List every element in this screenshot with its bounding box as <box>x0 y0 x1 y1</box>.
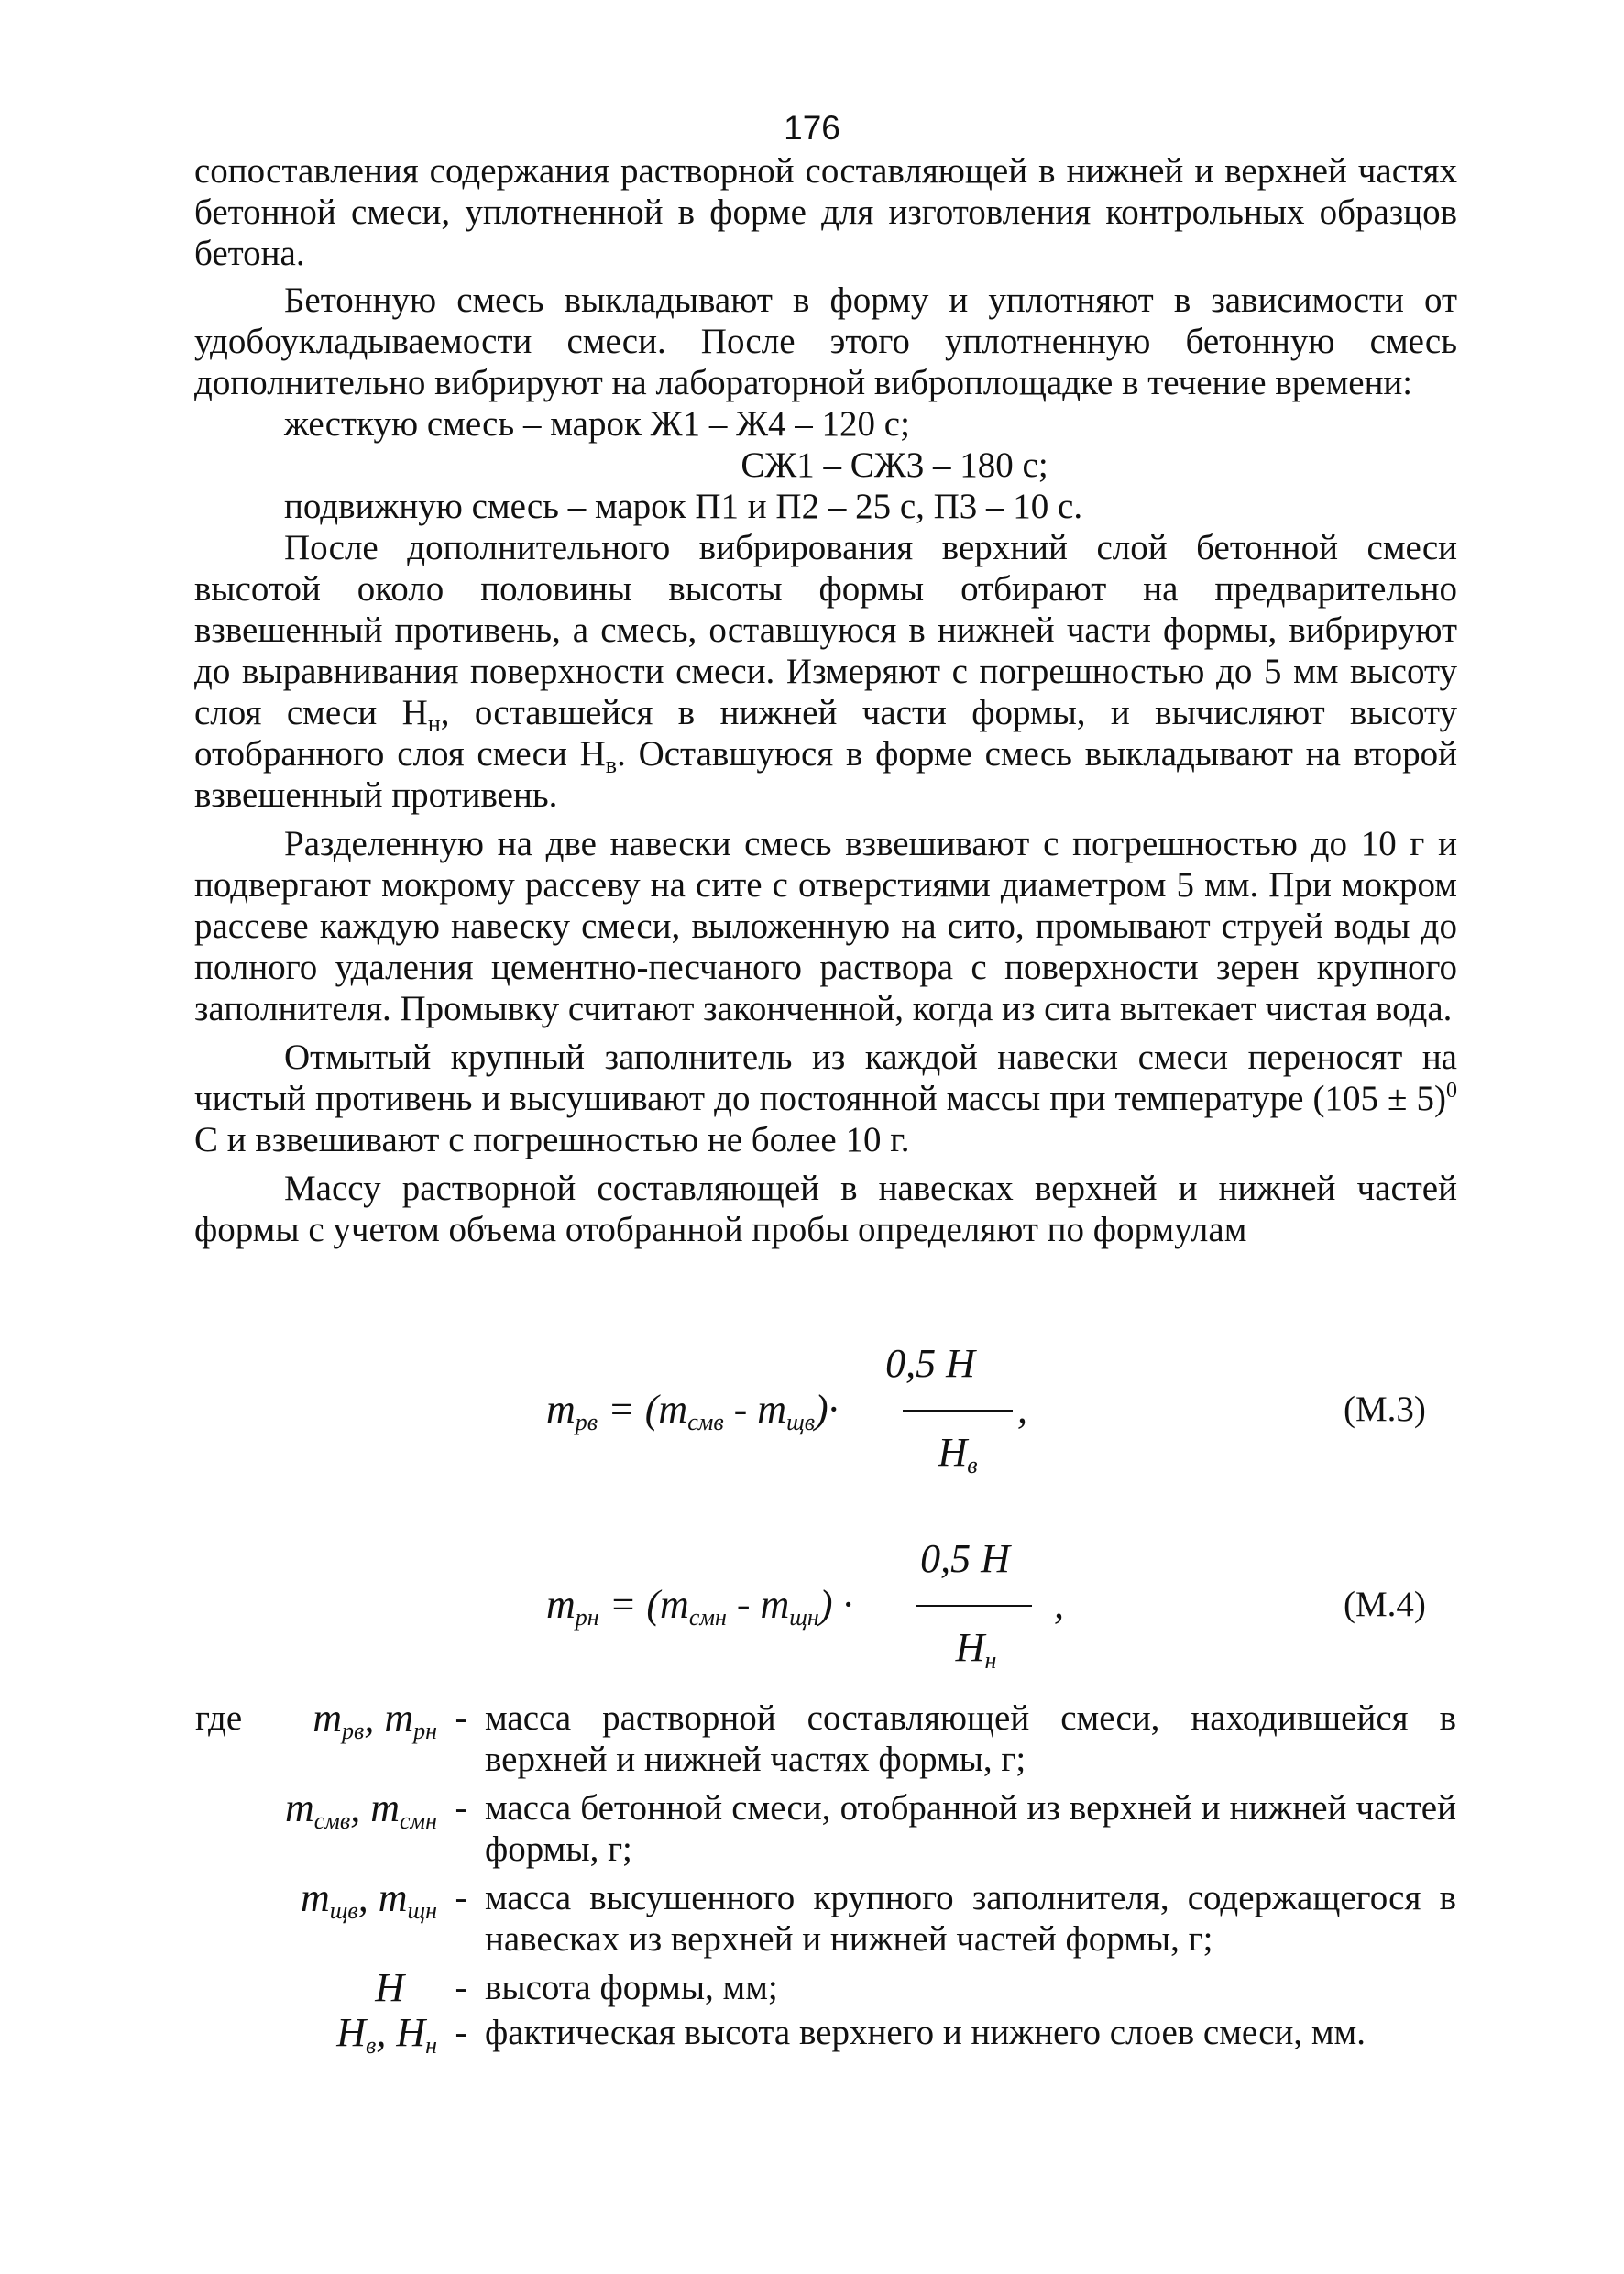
list-item-stiff-mix: жесткую смесь – марок Ж1 – Ж4 – 120 с; <box>284 404 910 444</box>
legend-dash: - <box>455 1788 467 1828</box>
legend-row <box>188 1697 1471 1780</box>
legend-row <box>188 1967 1471 2008</box>
formula-m4-denominator: $H_н$ <box>955 1625 997 1674</box>
legend-symbols: $m_{щв}$, $m_{щн}$ <box>300 1875 437 1924</box>
formula-m4-tag: (М.4) <box>1344 1585 1426 1624</box>
formula-m3-denominator: $H_в$ <box>938 1430 978 1478</box>
legend-symbols: $H_в$, $H_н$ <box>336 2010 437 2059</box>
list-item-sj-grades: СЖ1 – СЖ3 – 180 с; <box>741 445 1048 485</box>
legend-symbols: $m_{рв}$, $m_{рн}$ <box>313 1696 437 1744</box>
legend-where-word: где <box>195 1698 243 1738</box>
formula-m3-numerator: 0,5 H <box>885 1341 975 1386</box>
legend-row <box>188 1787 1471 1870</box>
paragraph-formulas-intro: Массу растворной составляющей в навесках верхней и нижней частей формы с учетом объема отобранной пробы определяют по формулам <box>194 1169 1457 1249</box>
body-text <box>194 150 1457 1250</box>
paragraph-drying: Отмытый крупный заполнитель из каждой навески смеси переносят на чистый противень и высушивают до постоянной массы при температуре $(105 \pm 5)^0$ С и взвешивают с погрешностью не более 10 г. <box>194 1038 1457 1159</box>
legend-symbols: H <box>375 1965 404 2010</box>
symbol-legend <box>188 1696 1471 2059</box>
list-item-mobile-mix: подвижную смесь – марок П1 и П2 – 25 с, П3 – 10 с. <box>284 487 1083 526</box>
paragraph-compaction: Бетонную смесь выкладывают в форму и уплотняют в зависимости от удобоукладываемости смеси. После этого уплотненную бетонную смесь дополнительно вибрируют на лабораторной виброплощадке в течение времени: <box>194 280 1457 402</box>
page-number: 176 <box>784 109 840 147</box>
legend-dash: - <box>455 1968 467 2007</box>
legend-text: масса высушенного крупного заполнителя, содержащегося в навесках из верхней и нижней частей формы, г; <box>485 1878 1456 1959</box>
legend-row <box>188 2010 1471 2059</box>
legend-symbols: $m_{смв}$, $m_{смн}$ <box>284 1785 437 1834</box>
legend-text: масса растворной составляющей смеси, находившейся в верхней и нижней частях формы, г; <box>485 1698 1456 1779</box>
formula-m4 <box>0 1529 1624 1694</box>
legend-text: фактическая высота верхнего и нижнего слоев смеси, мм. <box>485 2013 1366 2052</box>
formula-m4-fraction-bar <box>916 1605 1032 1607</box>
formula-m4-trailing-comma: , <box>1054 1582 1064 1627</box>
paragraph-wet-sieving: Разделенную на две навески смесь взвешивают с погрешностью до 10 г и подвергают мокрому рассеву на сите с отверстиями диаметром 5 мм. При мокром рассеве каждую навеску смеси, выложенную на сито, промывают струей воды до полного удаления цементно-песчаного раствора с поверхности зерен крупного заполнителя. Промывку считают законченной, когда из сита вытекает чистая вода. <box>194 824 1457 1028</box>
formula-m3-tag: (М.3) <box>1344 1390 1426 1429</box>
legend-text: высота формы, мм; <box>485 1968 778 2007</box>
legend-row <box>188 1877 1471 1960</box>
formula-m3 <box>0 1334 1624 1499</box>
legend-dash: - <box>455 1698 467 1738</box>
paragraph-vibration: После дополнительного вибрирования верхний слой бетонной смеси высотой около половины высоты формы отбирают на предварительно взвешенный противень, а смесь, оставшуюся в нижней части формы, вибрируют до выравнивания поверхности смеси. Измеряют с погрешностью до 5 мм высоту слоя смеси $Н_н$, оставшейся в нижней части формы, и вычисляют высоту отобранного слоя смеси $Н_в$. Оставшуюся в форме смесь выкладывают на второй взвешенный противень. <box>194 528 1457 815</box>
paragraph-comparison: сопоставления содержания растворной составляющей в нижней и верхней частях бетонной смеси, уплотненной в форме для изготовления контрольных образцов бетона. <box>194 151 1457 273</box>
formula-m3-trailing-comma: , <box>1017 1387 1027 1432</box>
formula-m4-expression: $m_{рн} = (m_{смн} - m_{щн})$ · <box>546 1582 853 1631</box>
legend-text: масса бетонной смеси, отобранной из верхней и нижней частей формы, г; <box>485 1788 1456 1869</box>
formula-m3-expression: $m_{рв} = (m_{смв} - m_{щв})\cdot$ <box>546 1387 839 1435</box>
formula-m3-fraction-bar <box>903 1410 1013 1412</box>
formula-m4-numerator: 0,5 H <box>920 1536 1010 1581</box>
legend-dash: - <box>455 2013 467 2052</box>
legend-dash: - <box>455 1878 467 1917</box>
